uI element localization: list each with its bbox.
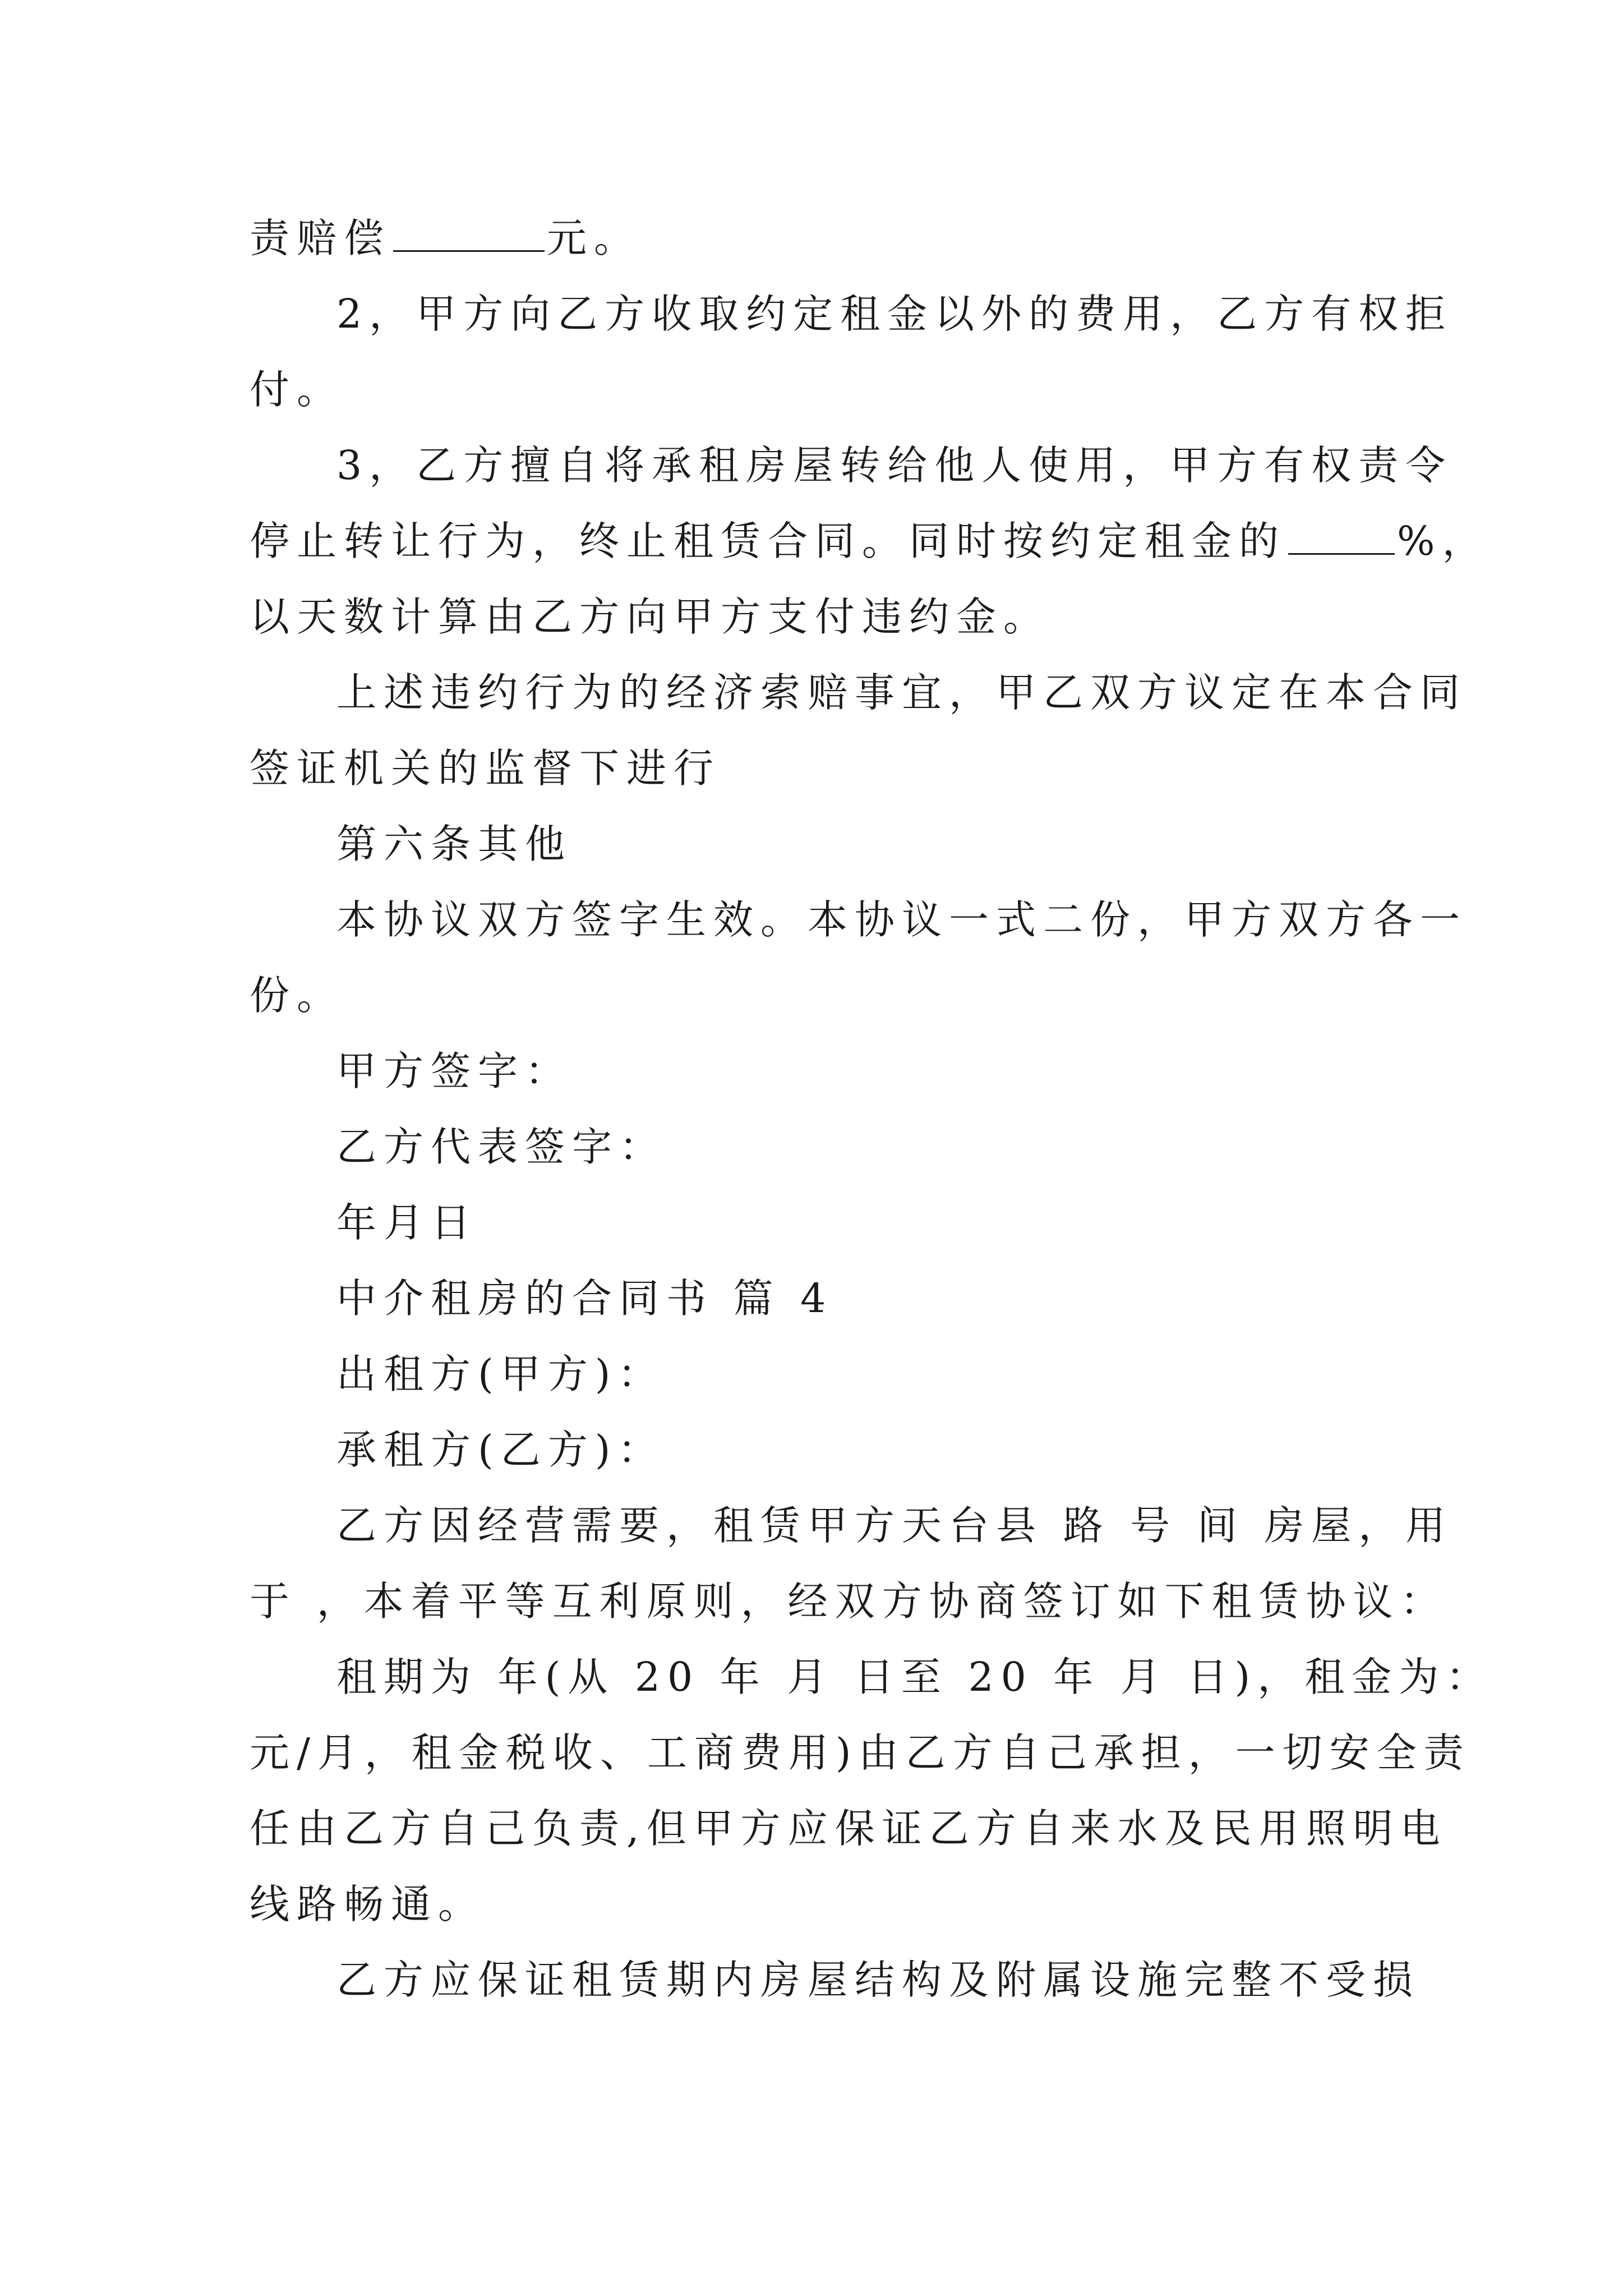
fill-in-blank xyxy=(1288,519,1395,555)
paragraph-line: 3，乙方擅自将承租房屋转给他人使用，甲方有权责令 xyxy=(336,442,1453,489)
paragraph-line: 上述违约行为的经济索赔事宜，甲乙双方议定在本合同 xyxy=(336,669,1468,716)
paragraph-line: 本协议双方签字生效。本协议一式二份，甲方双方各一 xyxy=(336,896,1468,943)
signature-label: 乙方代表签字： xyxy=(336,1124,667,1170)
text-segment: %， xyxy=(1397,518,1490,564)
text-line: 于 ，本着平等互利原则，经双方协商签订如下租赁协议： xyxy=(250,1578,1447,1625)
text-segment: 元。 xyxy=(547,215,642,261)
party-label: 承租方(乙方)： xyxy=(336,1427,665,1473)
text-line: 签证机关的监督下进行 xyxy=(250,745,721,792)
paragraph-line: 乙方因经营需要，租赁甲方天台县 路 号 间 房屋，用 xyxy=(336,1502,1453,1549)
section-title: 中介租房的合同书 篇 4 xyxy=(336,1275,833,1322)
text-line: 元/月，租金税收、工商费用)由乙方自己承担，一切安全责 xyxy=(250,1729,1471,1776)
section-heading: 第六条其他 xyxy=(336,821,573,867)
text-line: 以天数计算由乙方向甲方支付违约金。 xyxy=(250,593,1051,640)
party-label: 出租方(甲方)： xyxy=(336,1351,665,1397)
text-line xyxy=(250,516,1489,567)
fill-in-blank xyxy=(393,217,545,252)
text-line: 付。 xyxy=(250,366,344,413)
paragraph-line: 租期为 年(从 20 年 月 日至 20 年 月 日)，租金为： xyxy=(336,1654,1493,1700)
text-line: 份。 xyxy=(250,972,344,1019)
paragraph-line: 乙方应保证租赁期内房屋结构及附属设施完整不受损 xyxy=(336,1957,1421,2003)
date-label: 年月日 xyxy=(336,1199,478,1246)
text-segment: 责赔偿 xyxy=(250,215,391,261)
signature-label: 甲方签字： xyxy=(336,1048,573,1094)
text-segment: 停止转让行为，终止租赁合同。同时按约定租金的 xyxy=(250,518,1287,564)
text-line: 任由乙方自己负责,但甲方应保证乙方自来水及民用照明电 xyxy=(250,1805,1447,1852)
text-line xyxy=(250,213,641,264)
text-line: 线路畅通。 xyxy=(250,1881,486,1927)
paragraph-line: 2，甲方向乙方收取约定租金以外的费用，乙方有权拒 xyxy=(336,291,1453,337)
